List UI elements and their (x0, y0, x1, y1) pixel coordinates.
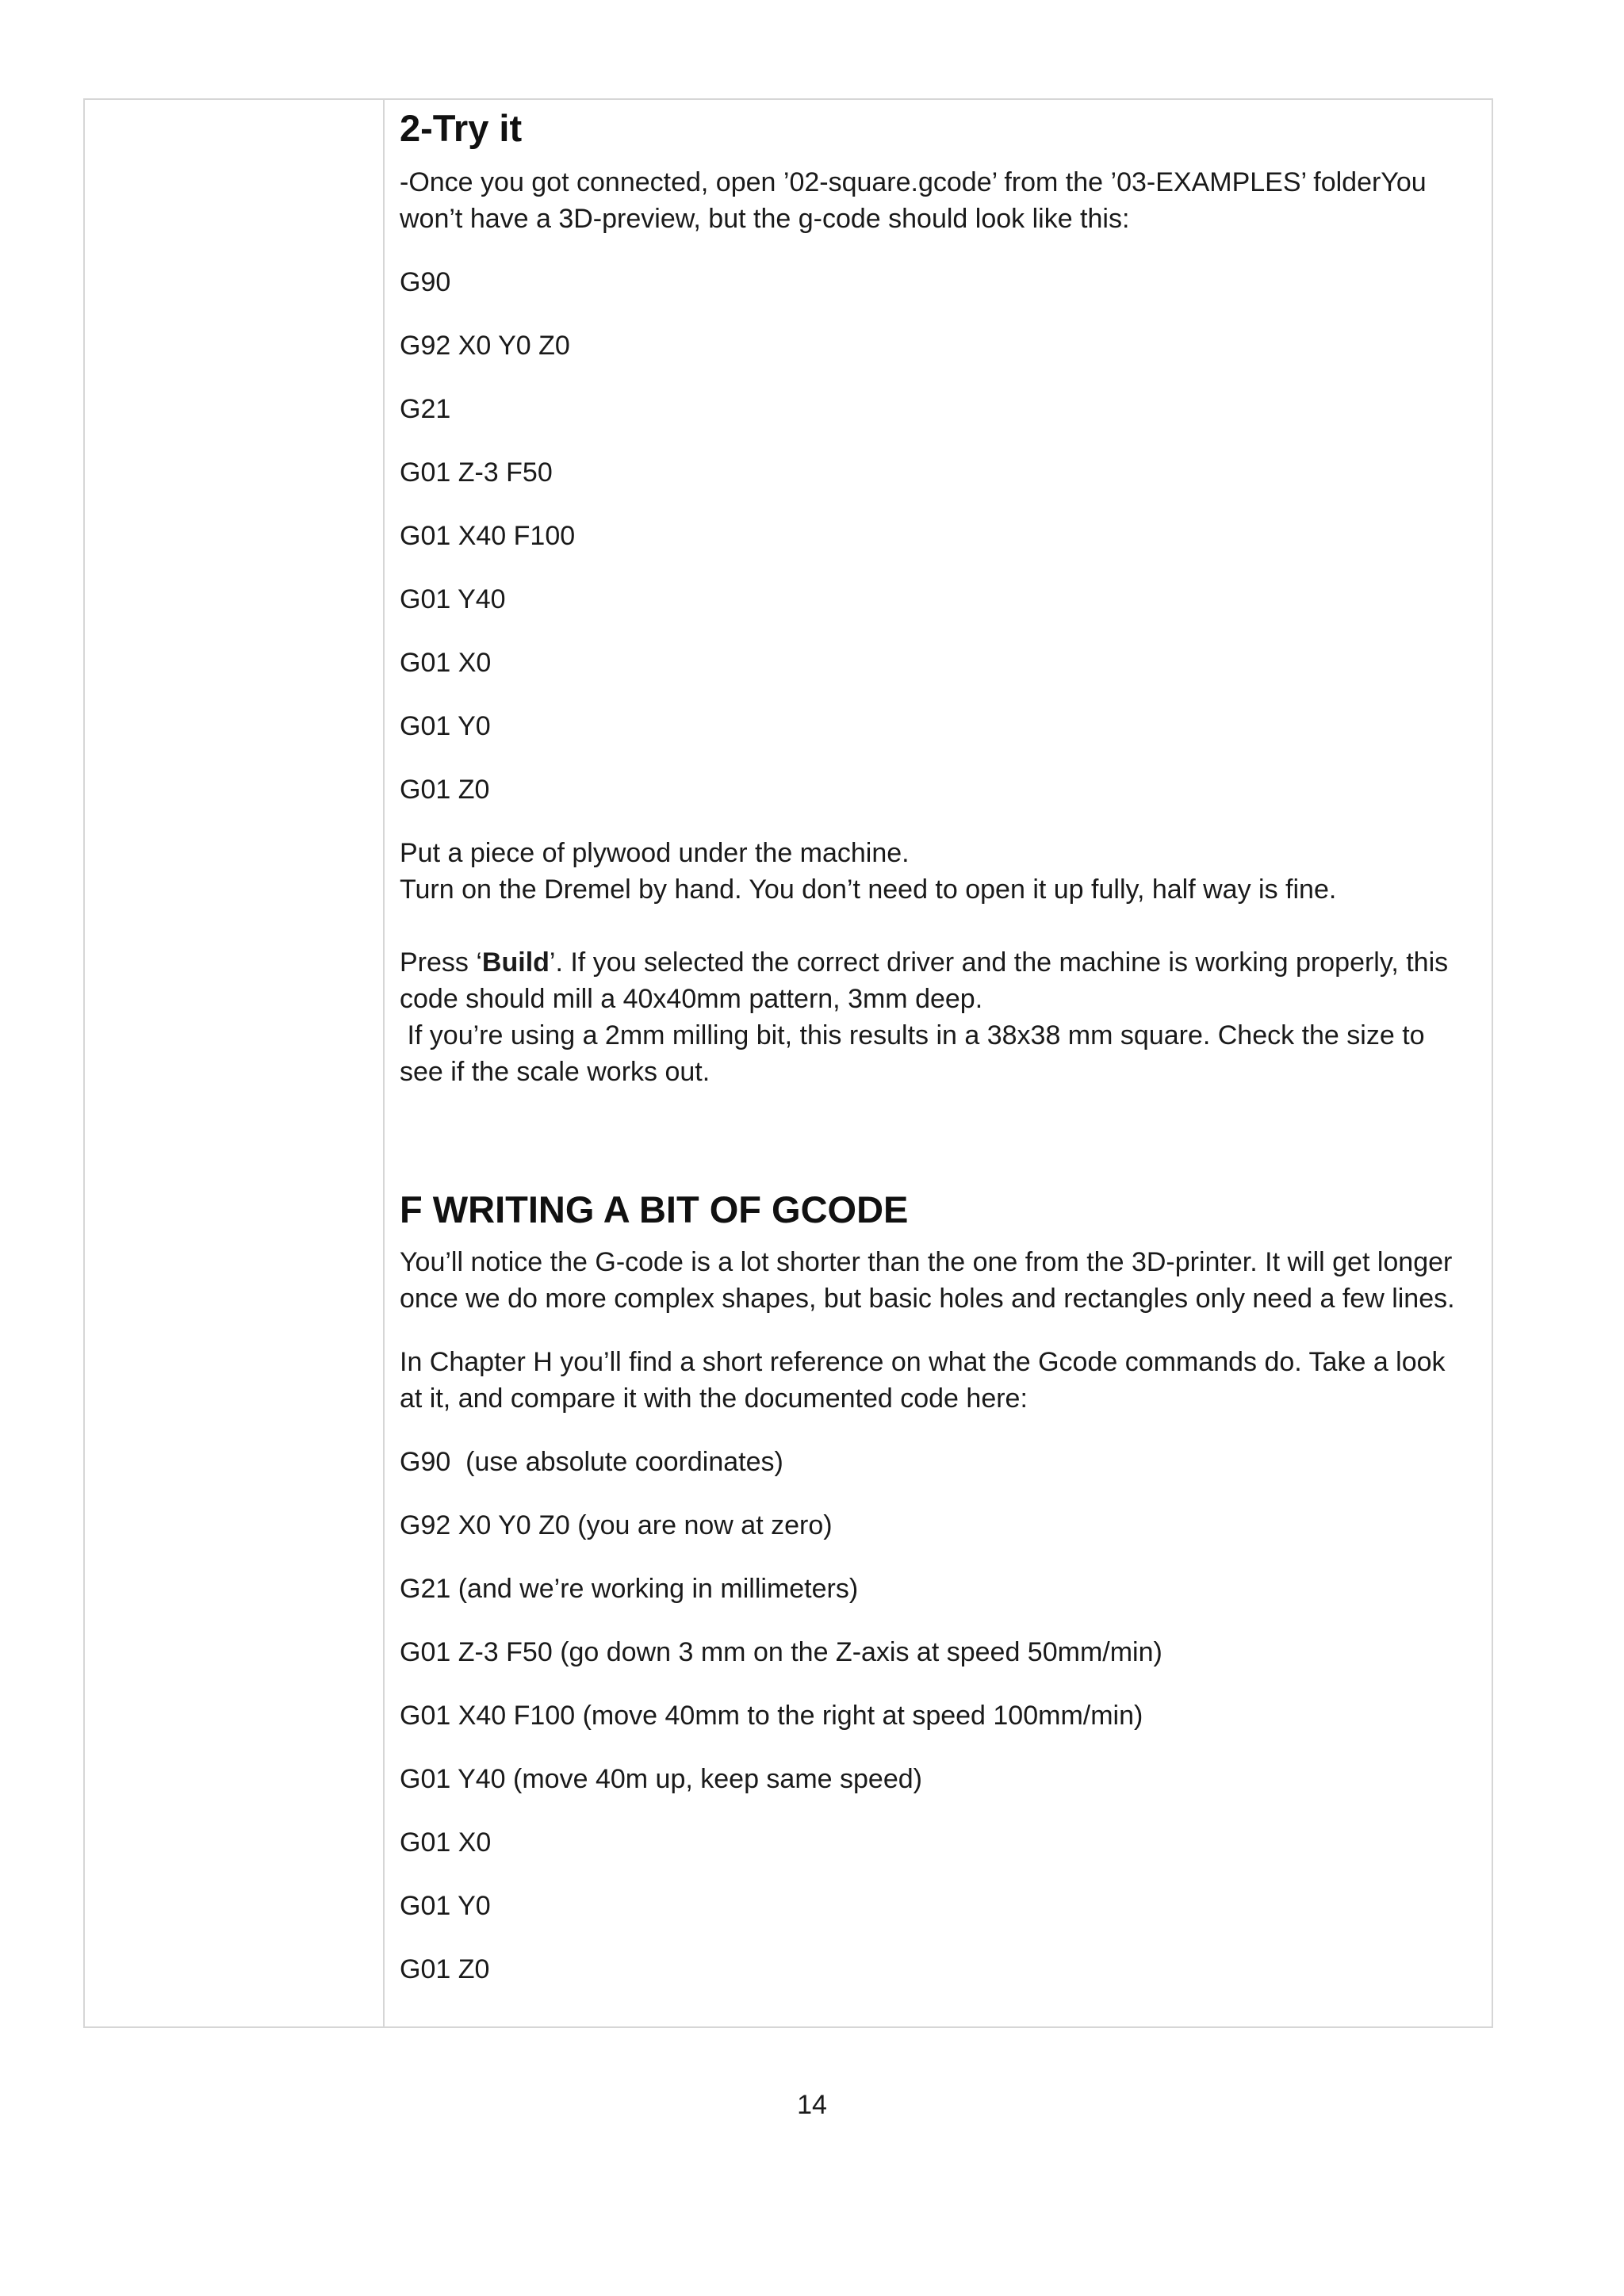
code-block-documented (400, 1444, 1486, 1988)
left-column (85, 100, 385, 2026)
code-line: G92 X0 Y0 Z0 (you are now at zero) (400, 1510, 833, 1541)
code-line: G21 (and we’re working in millimeters) (400, 1574, 859, 1605)
press-prefix: Press ‘ (400, 947, 482, 978)
press-suffix: ’. If you selected the correct driver and the machine is working properly, this (549, 947, 1449, 978)
section-heading-try-it: 2-Try it (400, 107, 523, 149)
instruction-plywood: Put a piece of plywood under the machine. (400, 838, 910, 869)
code-line: G01 Z-3 F50 (400, 457, 553, 488)
instruction-bit-cont: see if the scale works out. (400, 1057, 710, 1088)
section-heading-writing-gcode: F WRITING A BIT OF GCODE (400, 1188, 909, 1231)
instruction-press-build-cont: code should mill a 40x40mm pattern, 3mm deep. (400, 984, 983, 1015)
code-line: G01 Y0 (400, 1891, 491, 1922)
code-line: G01 X40 F100 (move 40mm to the right at speed 100mm/min) (400, 1701, 1143, 1732)
intro-line: won’t have a 3D-preview, but the g-code should look like this: (400, 204, 1130, 235)
code-line: G21 (400, 394, 451, 425)
code-line: G01 Y40 (move 40m up, keep same speed) (400, 1764, 922, 1795)
notice-line: You’ll notice the G-code is a lot shorter than the one from the 3D-printer. It will get longer (400, 1247, 1453, 1278)
page-number: 14 (797, 2090, 827, 2120)
intro-line: -Once you got connected, open ’02-square.gcode’ from the ’03-EXAMPLES’ folderYou (400, 167, 1427, 198)
code-line: G01 Z0 (400, 1954, 490, 1985)
code-line: G90 (use absolute coordinates) (400, 1447, 783, 1478)
notice-line: once we do more complex shapes, but basic holes and rectangles only need a few lines. (400, 1284, 1455, 1314)
code-line: G92 X0 Y0 Z0 (400, 331, 570, 362)
code-line: G01 Z0 (400, 775, 490, 806)
build-keyword: Build (481, 947, 550, 978)
document-table (83, 98, 1493, 2028)
code-line: G90 (400, 267, 451, 298)
content-column (400, 100, 1486, 1988)
instruction-press-build (400, 944, 1486, 981)
code-line: G01 X0 (400, 648, 492, 679)
code-line: G01 Y0 (400, 711, 491, 742)
code-line: G01 Z-3 F50 (go down 3 mm on the Z-axis at speed 50mm/min) (400, 1637, 1162, 1668)
chapter-line: at it, and compare it with the documented code here: (400, 1383, 1028, 1414)
code-line: G01 Y40 (400, 584, 506, 615)
code-block-plain (400, 264, 1486, 808)
instruction-dremel: Turn on the Dremel by hand. You don’t need to open it up fully, half way is fine. (400, 874, 1337, 905)
chapter-line: In Chapter H you’ll find a short reference on what the Gcode commands do. Take a look (400, 1347, 1446, 1378)
code-line: G01 X0 (400, 1827, 492, 1858)
instruction-bit: If you’re using a 2mm milling bit, this results in a 38x38 mm square. Check the size to (400, 1020, 1425, 1051)
code-line: G01 X40 F100 (400, 521, 576, 552)
